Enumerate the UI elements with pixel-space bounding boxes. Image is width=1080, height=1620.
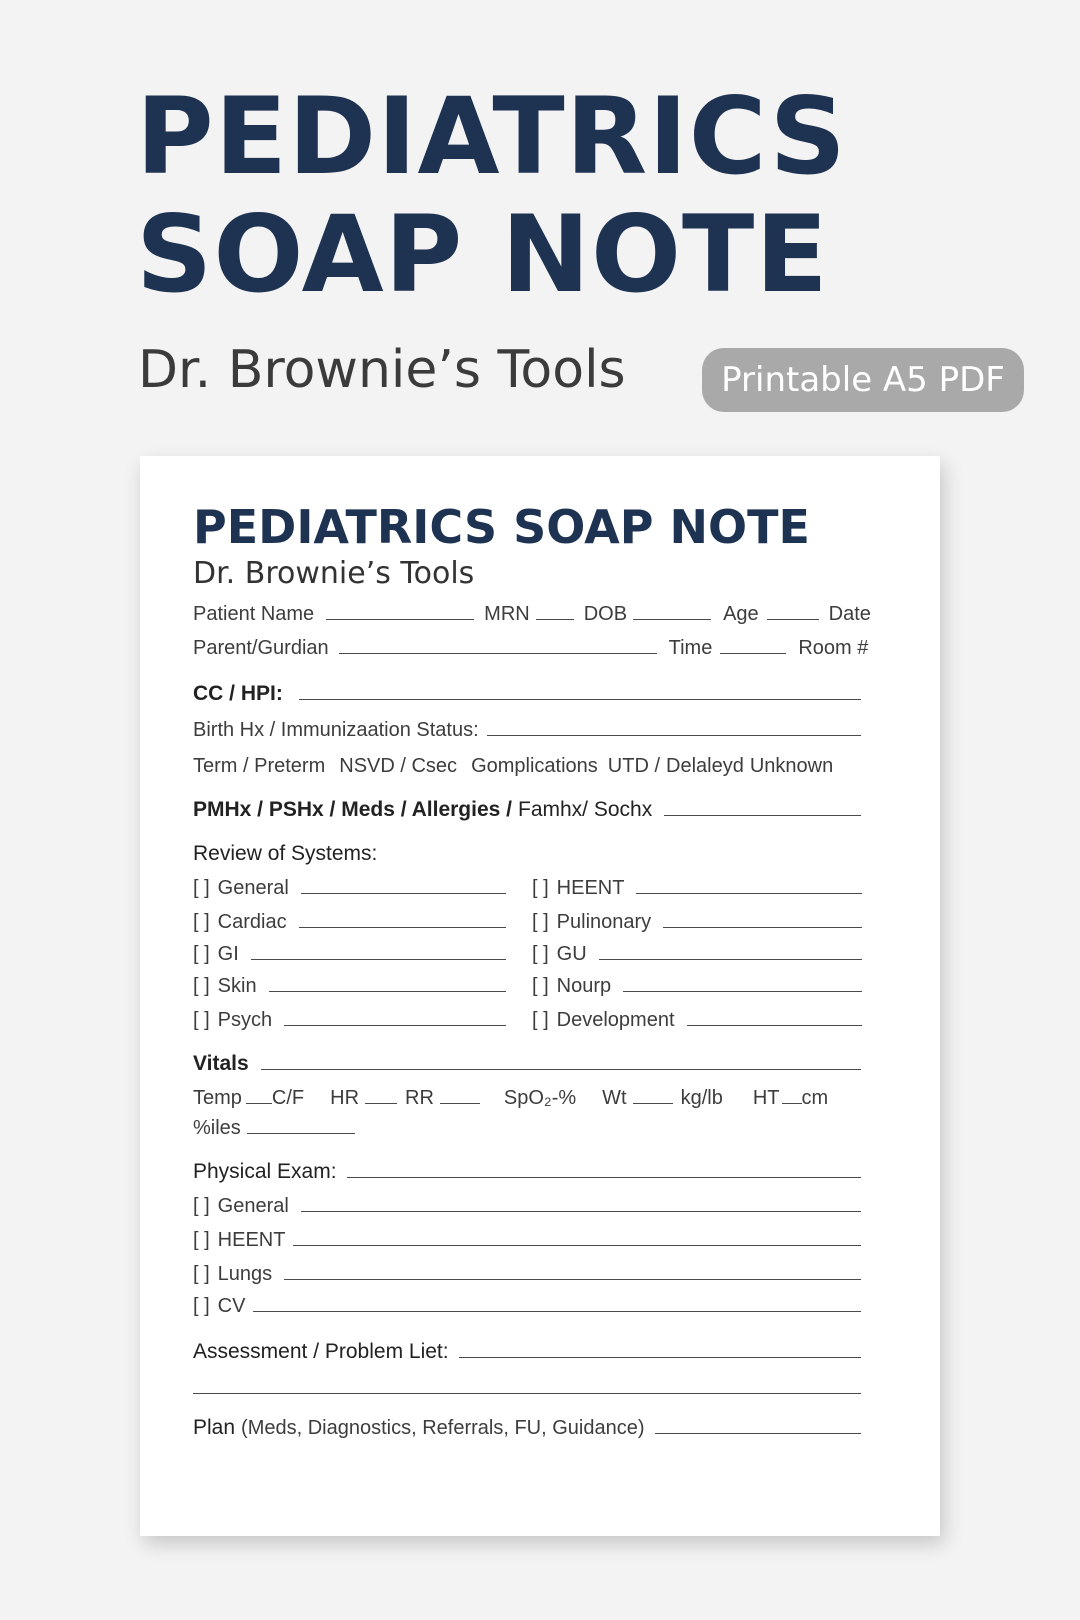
exam-item-heent <box>193 1222 861 1252</box>
ros-item-neuro <box>532 968 862 998</box>
cc-hpi-label: CC / HPI: <box>193 682 283 705</box>
checkbox[interactable]: [ ] <box>532 877 549 899</box>
ros-field[interactable] <box>599 959 862 960</box>
ros-item-cardiac <box>193 904 506 934</box>
exam-item-field[interactable] <box>293 1245 861 1246</box>
patient-info-row <box>193 596 871 626</box>
ros-label: General <box>217 877 289 899</box>
ros-heading: Review of Systems: <box>193 842 378 865</box>
checkbox[interactable]: [ ] <box>193 1263 210 1285</box>
parent-label: Parent/Gurdian <box>193 637 329 659</box>
checkbox[interactable]: [ ] <box>193 911 210 933</box>
ros-label: Nourp <box>556 975 612 997</box>
percentiles-label: %iles <box>193 1117 241 1139</box>
assessment-row <box>193 1334 861 1364</box>
percentiles-row <box>193 1110 393 1140</box>
spo2-label: SpO₂-% <box>503 1087 577 1109</box>
wt-label: Wt <box>602 1087 627 1109</box>
checkbox[interactable]: [ ] <box>193 1009 210 1031</box>
ros-item-gi <box>193 936 506 966</box>
exam-item-cv <box>193 1288 861 1318</box>
exam-item-field[interactable] <box>284 1279 861 1280</box>
temp-unit: C/F <box>271 1087 305 1109</box>
checkbox[interactable]: [ ] <box>193 943 210 965</box>
pmhx-row <box>193 792 861 822</box>
hero-title-line2: SOAP NOTE <box>136 193 829 316</box>
ros-field[interactable] <box>251 959 506 960</box>
pmhx-label: PMHx / PSHx / Meds / Allergies / <box>193 798 512 821</box>
ros-label: GI <box>217 943 239 965</box>
ros-label: Cardiac <box>217 911 287 933</box>
dob-label: DOB <box>583 603 628 625</box>
plan-detail: (Meds, Diagnostics, Referrals, FU, Guidance) <box>241 1417 645 1439</box>
ros-label: Psych <box>217 1009 273 1031</box>
ros-item-pulmonary <box>532 904 862 934</box>
hr-field[interactable] <box>365 1103 397 1104</box>
exam-label: CV <box>217 1295 246 1317</box>
vitals-row <box>193 1080 873 1110</box>
ros-label: GU <box>556 943 587 965</box>
ros-label: Skin <box>217 975 257 997</box>
ros-item-heent <box>532 870 862 900</box>
ros-label: HEENT <box>556 877 625 899</box>
parent-field[interactable] <box>339 653 657 654</box>
sheet-brand: Dr. Brownie’s Tools <box>193 556 475 591</box>
vitals-heading: Vitals <box>193 1052 249 1075</box>
vitals-heading-row <box>193 1046 861 1076</box>
birth-option: Gomplications <box>471 755 598 777</box>
pmhx-field[interactable] <box>664 815 861 816</box>
famhx-label: Famhx/ Sochx <box>518 798 653 821</box>
exam-heading-row <box>193 1154 861 1184</box>
birth-option: Delaleyd <box>666 755 744 777</box>
birth-option: Unknown <box>749 755 834 777</box>
age-field[interactable] <box>767 619 819 620</box>
checkbox[interactable]: [ ] <box>532 975 549 997</box>
ros-field[interactable] <box>269 991 506 992</box>
vitals-field[interactable] <box>261 1069 861 1070</box>
percentiles-field[interactable] <box>247 1133 355 1134</box>
ros-item-development <box>532 1002 862 1032</box>
checkbox[interactable]: [ ] <box>193 877 210 899</box>
assessment-line-2 <box>193 1370 861 1400</box>
ht-unit: cm <box>801 1087 829 1109</box>
hero-title <box>136 75 847 316</box>
checkbox[interactable]: [ ] <box>532 1009 549 1031</box>
ros-field[interactable] <box>299 927 506 928</box>
exam-field[interactable] <box>347 1177 861 1178</box>
ros-heading-row <box>193 836 861 866</box>
dob-field[interactable] <box>633 619 711 620</box>
temp-field[interactable] <box>246 1103 272 1104</box>
exam-item-general <box>193 1188 861 1218</box>
sheet-title: PEDIATRICS SOAP NOTE <box>193 500 810 554</box>
assessment-field-2[interactable] <box>193 1393 861 1394</box>
mrn-field[interactable] <box>536 619 574 620</box>
plan-label: Plan <box>193 1416 236 1439</box>
ros-field[interactable] <box>301 893 506 894</box>
wt-unit: kg/lb <box>680 1087 723 1109</box>
patient-name-label: Patient Name <box>193 603 315 625</box>
birth-options-row <box>193 748 873 778</box>
exam-label: HEENT <box>217 1229 286 1251</box>
exam-heading: Physical Exam: <box>193 1160 337 1183</box>
wt-field[interactable] <box>633 1103 673 1104</box>
age-label: Age <box>723 603 759 625</box>
patient-name-field[interactable] <box>326 619 474 620</box>
ros-label: Pulinonary <box>556 911 652 933</box>
ros-item-general <box>193 870 506 900</box>
ros-field[interactable] <box>284 1025 506 1026</box>
rr-field[interactable] <box>440 1103 480 1104</box>
guardian-row <box>193 630 869 660</box>
temp-label: Temp <box>193 1087 242 1109</box>
birth-option: NSVD / Csec <box>339 755 458 777</box>
rr-label: RR <box>405 1087 434 1109</box>
plan-row <box>193 1410 861 1440</box>
printable-badge: Printable A5 PDF <box>702 348 1024 412</box>
checkbox[interactable]: [ ] <box>193 1295 210 1317</box>
exam-item-field[interactable] <box>301 1211 861 1212</box>
date-label: Date <box>828 603 871 625</box>
ros-item-skin <box>193 968 506 998</box>
ros-item-gu <box>532 936 862 966</box>
exam-label: Lungs <box>217 1263 273 1285</box>
ht-label: HT <box>752 1087 780 1109</box>
ros-field[interactable] <box>623 991 862 992</box>
assessment-label: Assessment / Problem Liet: <box>193 1340 449 1363</box>
ros-field[interactable] <box>663 927 862 928</box>
mrn-label: MRN <box>484 603 530 625</box>
plan-field[interactable] <box>655 1433 862 1434</box>
time-label: Time <box>668 637 713 659</box>
birth-hx-label: Birth Hx / Immunizaation Status: <box>193 719 479 741</box>
ht-field[interactable] <box>782 1103 802 1104</box>
assessment-field[interactable] <box>459 1357 861 1358</box>
exam-item-field[interactable] <box>253 1311 861 1312</box>
birth-hx-row <box>193 712 861 742</box>
soap-note-sheet <box>140 456 940 1536</box>
checkbox[interactable]: [ ] <box>532 911 549 933</box>
ros-field[interactable] <box>636 893 862 894</box>
hero-brand: Dr. Brownie’s Tools <box>138 340 626 400</box>
exam-label: General <box>217 1195 289 1217</box>
time-field[interactable] <box>720 653 786 654</box>
birth-hx-field[interactable] <box>487 735 861 736</box>
hr-label: HR <box>330 1087 360 1109</box>
checkbox[interactable]: [ ] <box>193 1195 210 1217</box>
ros-item-psych <box>193 1002 506 1032</box>
cc-hpi-row <box>193 676 861 706</box>
exam-item-lungs <box>193 1256 861 1286</box>
birth-option: UTD / <box>607 755 660 777</box>
checkbox[interactable]: [ ] <box>532 943 549 965</box>
hero-title-line1: PEDIATRICS <box>136 75 847 198</box>
ros-field[interactable] <box>687 1025 862 1026</box>
checkbox[interactable]: [ ] <box>193 1229 210 1251</box>
birth-option: Term / Preterm <box>193 755 326 777</box>
cc-hpi-field[interactable] <box>299 699 861 700</box>
checkbox[interactable]: [ ] <box>193 975 210 997</box>
ros-label: Development <box>556 1009 675 1031</box>
room-label: Room # <box>798 637 869 659</box>
